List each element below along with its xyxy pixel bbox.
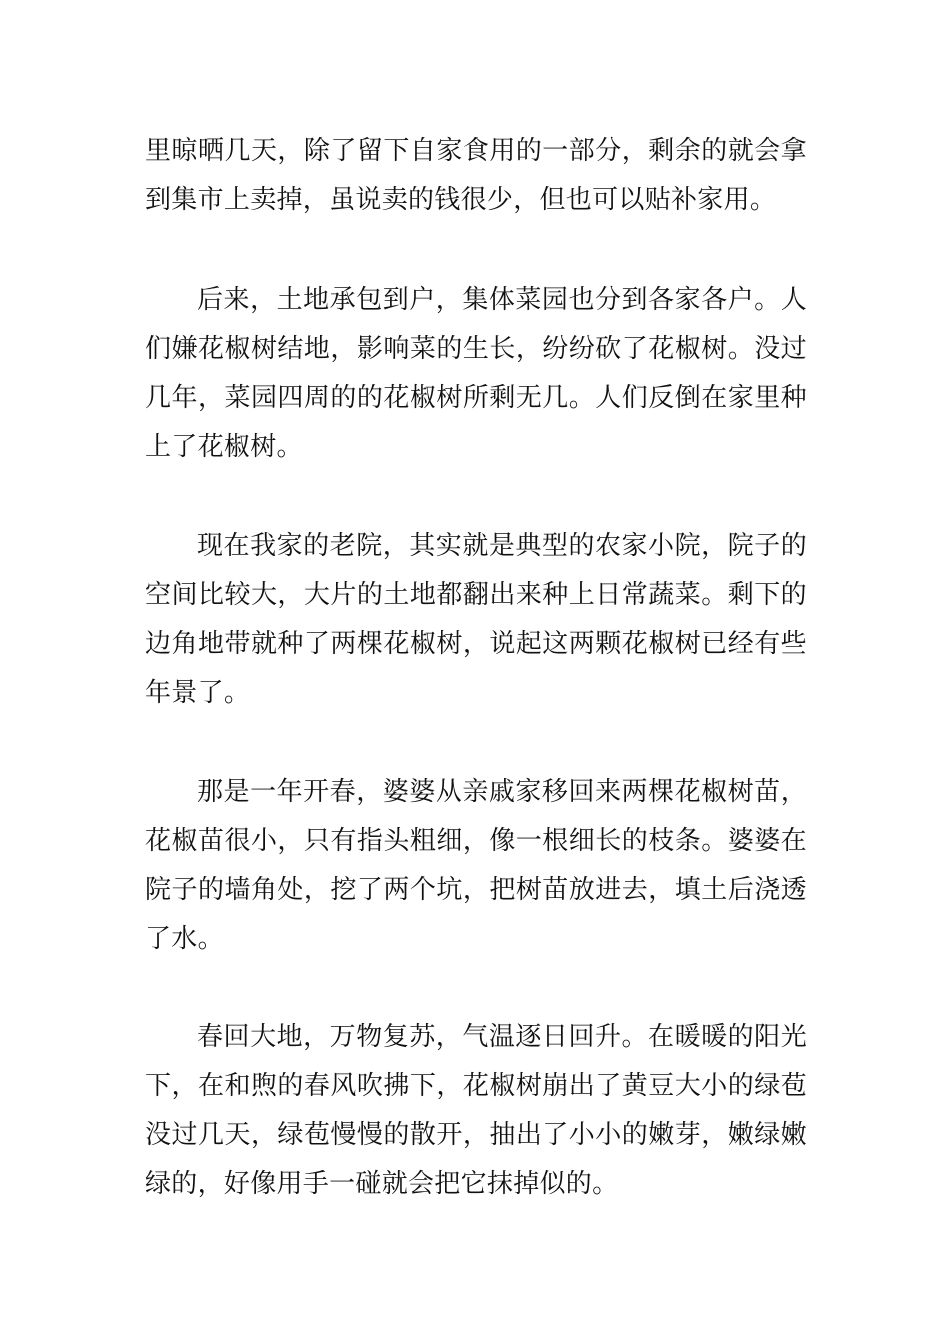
paragraph-land-contract: 后来，土地承包到户，集体菜园也分到各家各户。人们嫌花椒树结地，影响菜的生长，纷纷砍了花椒树。没过几年，菜园四周的的花椒树所剩无几。人们反倒在家里种上了花椒树。 (145, 285, 807, 462)
paragraph-continuation: 里晾晒几天，除了留下自家食用的一部分，剩余的就会拿到集市上卖掉，虽说卖的钱很少，但也可以贴补家用。 (145, 136, 807, 215)
paragraph-planting-seedlings: 那是一年开春，婆婆从亲戚家移回来两棵花椒树苗，花椒苗很小，只有指头粗细，像一根细长的枝条。婆婆在院子的墙角处，挖了两个坑，把树苗放进去，填土后浇透了水。 (145, 777, 807, 954)
paragraph-spring-sprouts: 春回大地，万物复苏，气温逐日回升。在暖暖的阳光下，在和煦的春风吹拂下，花椒树崩出了黄豆大小的绿苞没过几天，绿苞慢慢的散开，抽出了小小的嫩芽，嫩绿嫩绿的，好像用手一碰就会把它抹掉似的。 (145, 1022, 807, 1199)
paragraph-old-courtyard: 现在我家的老院，其实就是典型的农家小院，院子的空间比较大，大片的土地都翻出来种上日常蔬菜。剩下的边角地带就种了两棵花椒树，说起这两颗花椒树已经有些年景了。 (145, 531, 807, 708)
